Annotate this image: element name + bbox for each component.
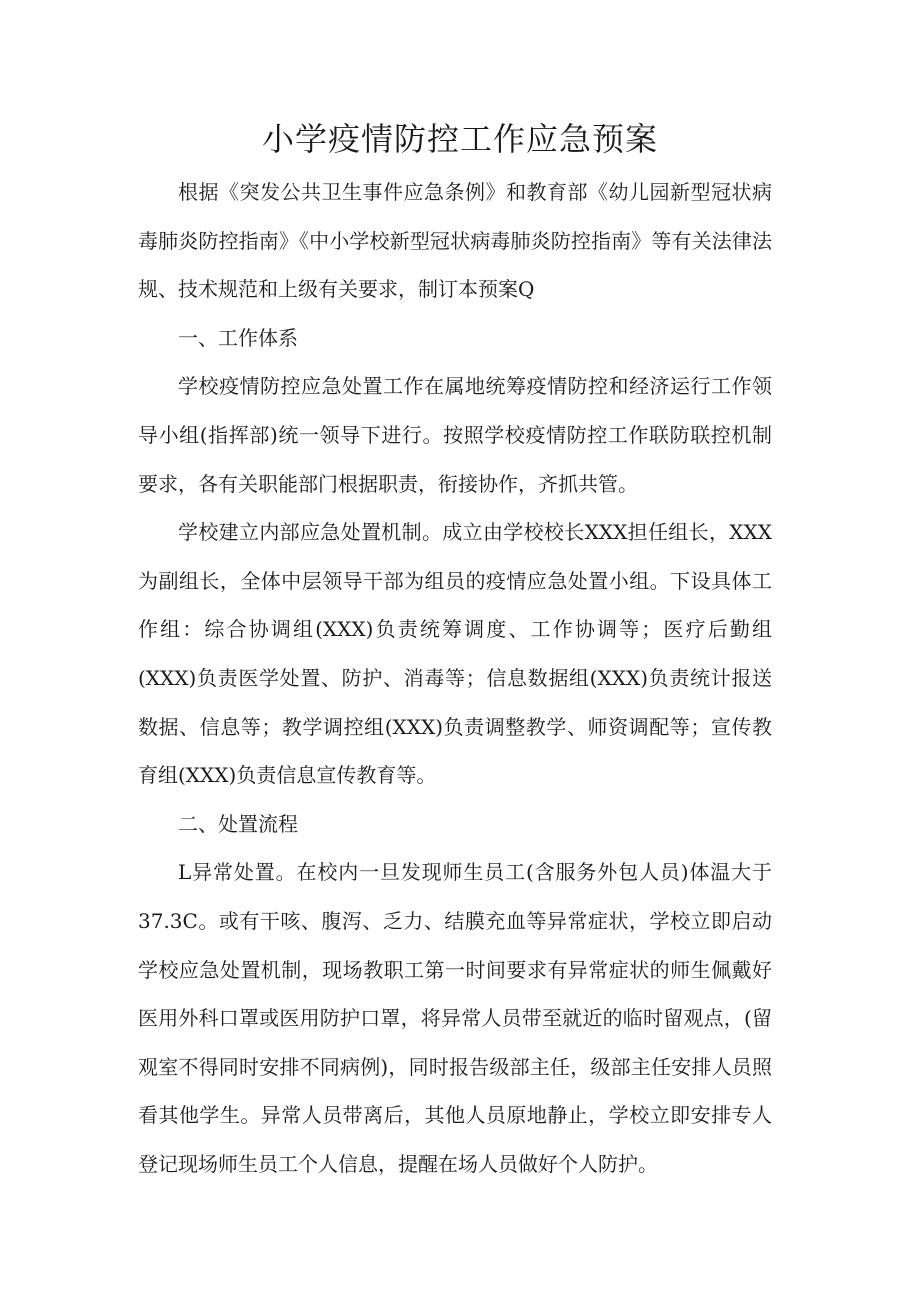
section-heading-process: 二、处置流程 [178, 811, 298, 836]
work-system-paragraph: 学校疫情防控应急处置工作在属地统筹疫情防控和经济运行工作领导小组(指挥部)统一领导下进行。按照学校疫情防控工作联防联控机制要求，各有关职能部门根据职责，衔接协作，齐抓共管。 [138, 374, 772, 496]
document-title: 小学疫情防控工作应急预案 [261, 120, 658, 158]
internal-mechanism-paragraph: 学校建立内部应急处置机制。成立由学校校长XXX担任组长，XXX为副组长，全体中层领导干部为组员的疫情应急处置小组。下设具体工作组：综合协调组(XXX)负责统筹调度、工作协调等；医疗后勤组(XXX)负责医学处置、防护、消毒等；信息数据组(XXX)负责统计报送数据、信息等；教学调控组(XXX)负责调整教学、师资调配等；宣传教育组(XXX)负责信息宣传教育等。 [138, 520, 772, 788]
abnormal-handling-paragraph: L异常处置。在校内一旦发现师生员工(含服务外包人员)体温大于37.3C。或有干咳、腹泻、乏力、结膜充血等异常症状，学校立即启动学校应急处置机制，现场教职工第一时间要求有异常症状的师生佩戴好医用外科口罩或医用防护口罩，将异常人员带至就近的临时留观点，(留观室不得同时安排不同病例)，同时报告级部主任，级部主任安排人员照看其他学生。异常人员带离后，其他人员原地静止，学校立即安排专人登记现场师生员工个人信息，提醒在场人员做好个人防护。 [138, 860, 772, 1176]
section-heading-work-system: 一、工作体系 [178, 325, 298, 350]
intro-paragraph: 根据《突发公共卫生事件应急条例》和教育部《幼儿园新型冠状病毒肺炎防控指南》《中小学校新型冠状病毒肺炎防控指南》等有关法律法规、技术规范和上级有关要求，制订本预案Q [138, 180, 772, 302]
document-body [138, 168, 772, 1188]
